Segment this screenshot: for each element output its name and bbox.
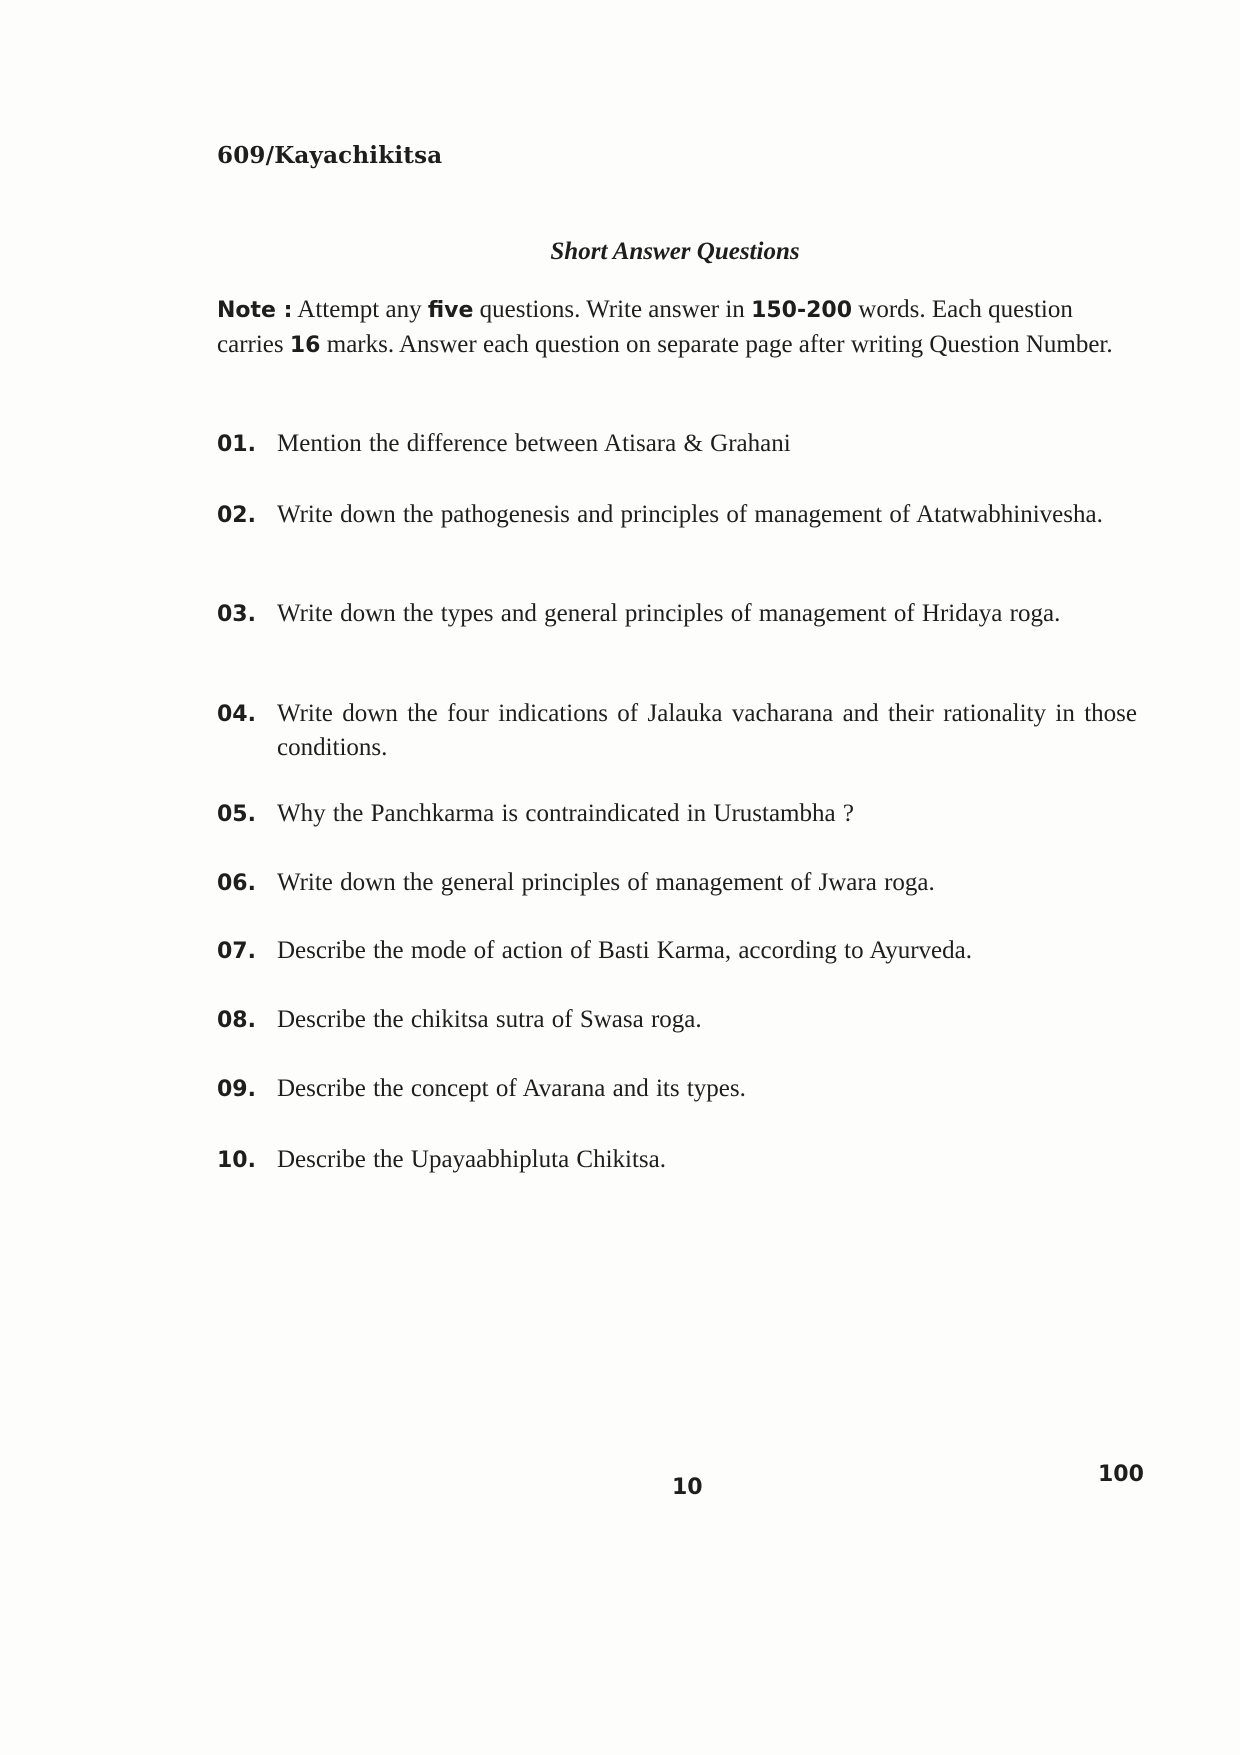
instructions-note bbox=[217, 293, 1137, 363]
question-number: 04. bbox=[217, 702, 256, 727]
question-number: 05. bbox=[217, 802, 256, 827]
question-text: Describe the concept of Avarana and its types. bbox=[277, 1075, 746, 1102]
question-number: 03. bbox=[217, 602, 256, 627]
note-bold-marks: 16 bbox=[289, 333, 321, 358]
question-item bbox=[217, 797, 1137, 831]
page-number: 10 bbox=[672, 1475, 703, 1500]
question-item bbox=[217, 427, 1137, 461]
question-number: 07. bbox=[217, 939, 256, 964]
question-item bbox=[217, 1003, 1137, 1037]
question-item bbox=[217, 697, 1137, 765]
question-text: Describe the chikitsa sutra of Swasa roga. bbox=[277, 1006, 702, 1033]
question-number: 02. bbox=[217, 503, 256, 528]
question-item bbox=[217, 934, 1137, 968]
question-item bbox=[217, 1143, 1137, 1177]
question-number: 08. bbox=[217, 1008, 256, 1033]
note-text-1: Attempt any bbox=[297, 296, 422, 323]
note-bold-five: five bbox=[427, 298, 474, 323]
note-text-3: words. Each question carries bbox=[217, 296, 1073, 358]
question-number: 10. bbox=[217, 1148, 256, 1173]
note-text-4: marks. Answer each question on separate page after writing Question Number. bbox=[326, 331, 1113, 358]
note-text-2: questions. Write answer in bbox=[479, 296, 745, 323]
section-title: Short Answer Questions bbox=[550, 238, 800, 265]
question-text: Write down the four indications of Jalauka vacharana and their rationality in those conditions. bbox=[277, 700, 1137, 761]
question-text: Write down the general principles of management of Jwara roga. bbox=[277, 869, 935, 896]
total-marks: 100 bbox=[1098, 1462, 1144, 1487]
question-item bbox=[217, 597, 1137, 631]
question-number: 01. bbox=[217, 432, 256, 457]
question-text: Mention the difference between Atisara & Grahani bbox=[277, 430, 791, 457]
note-label: Note : bbox=[217, 298, 293, 323]
question-item bbox=[217, 1072, 1137, 1106]
question-text: Write down the types and general principles of management of Hridaya roga. bbox=[277, 600, 1061, 627]
paper-code: 609/Kayachikitsa bbox=[217, 142, 443, 169]
question-item bbox=[217, 498, 1137, 532]
question-text: Why the Panchkarma is contraindicated in Urustambha ? bbox=[277, 800, 854, 827]
question-item bbox=[217, 866, 1137, 900]
question-text: Describe the Upayaabhipluta Chikitsa. bbox=[277, 1146, 666, 1173]
question-text: Write down the pathogenesis and principles of management of Atatwabhinivesha. bbox=[277, 501, 1103, 528]
question-text: Describe the mode of action of Basti Karma, according to Ayurveda. bbox=[277, 937, 972, 964]
question-number: 09. bbox=[217, 1077, 256, 1102]
question-number: 06. bbox=[217, 871, 256, 896]
note-bold-word-range: 150-200 bbox=[751, 298, 853, 323]
